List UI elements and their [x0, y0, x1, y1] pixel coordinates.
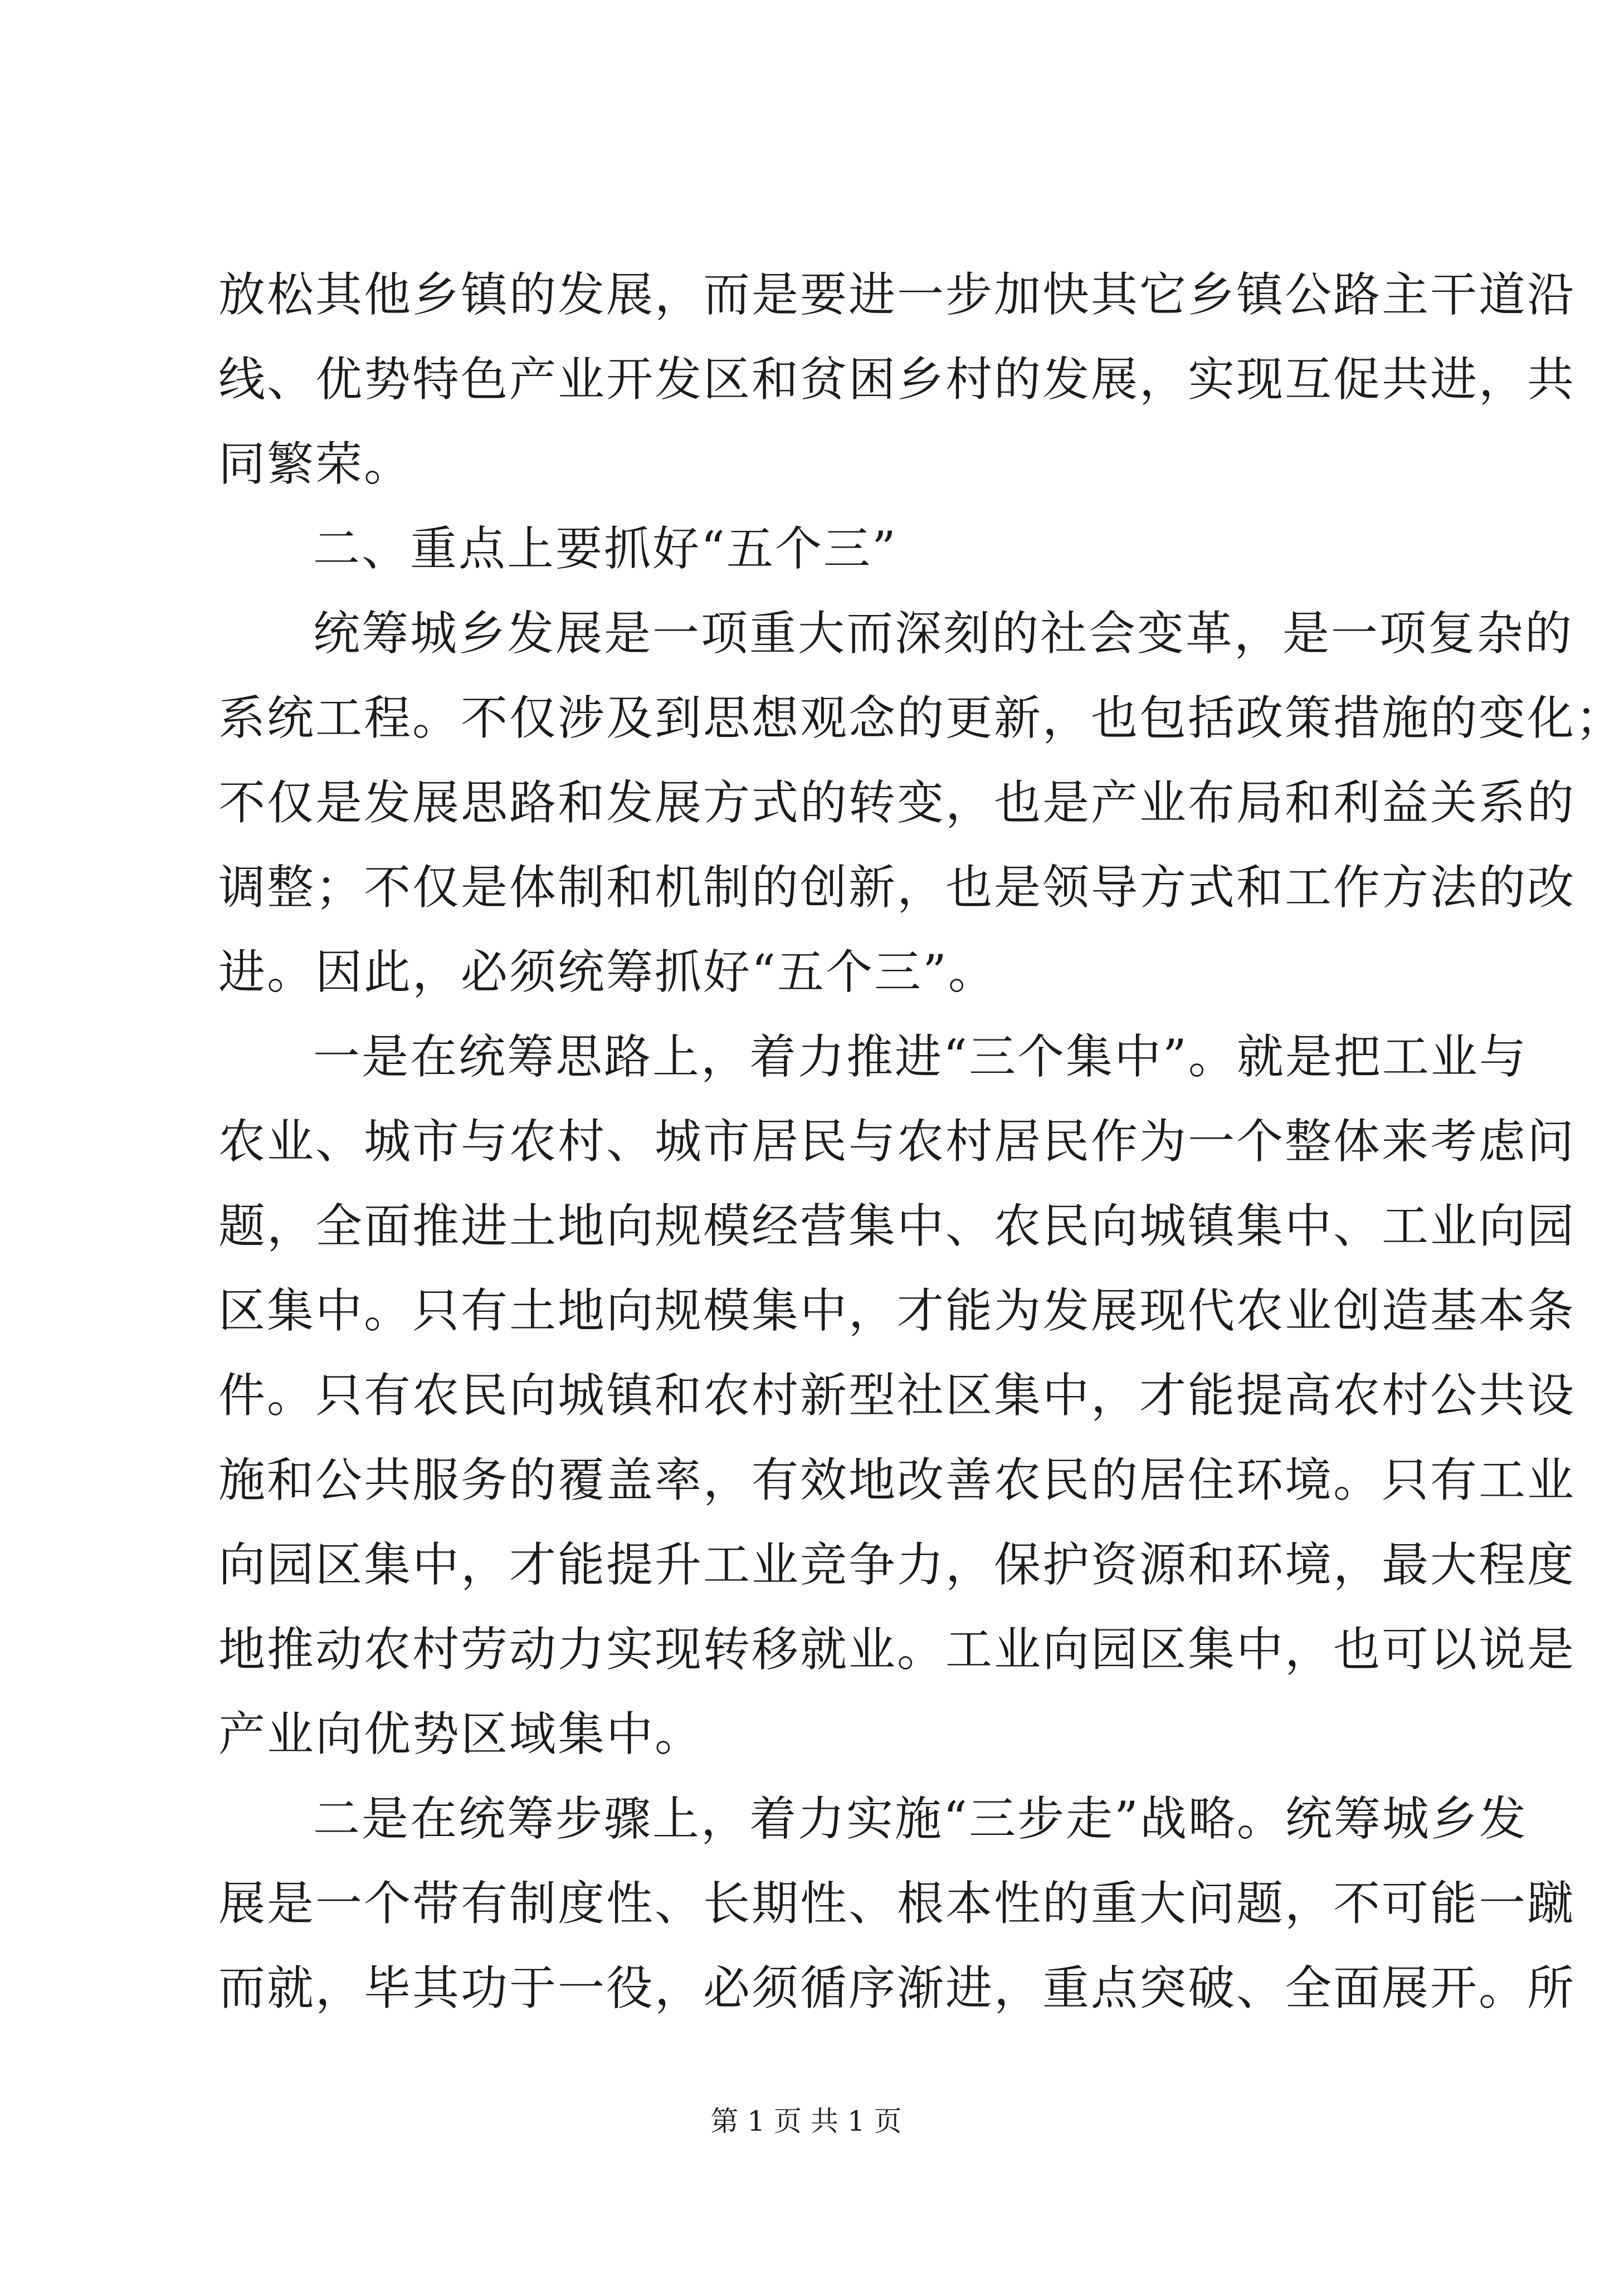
text-line: 展是一个带有制度性、长期性、根本性的重大问题，不可能一蹴: [218, 1876, 1576, 1931]
text-line: 产业向优势区域集中。: [218, 1707, 704, 1761]
text-line: 题，全面推进土地向规模经营集中、农民向城镇集中、工业向园: [218, 1199, 1576, 1253]
text-line: 进。因此，必须统筹抓好“五个三”。: [218, 945, 997, 999]
text-line: 向园区集中，才能提升工业竞争力，保护资源和环境，最大程度: [218, 1537, 1576, 1592]
text-line: 农业、城市与农村、城市居民与农村居民作为一个整体来考虑问: [218, 1114, 1576, 1169]
text-line: 放松其他乡镇的发展，而是要进一步加快其它乡镇公路主干道沿: [218, 267, 1576, 322]
text-line: 二是在统筹步骤上，着力实施“三步走”战略。统筹城乡发: [313, 1791, 1528, 1846]
text-line: 区集中。只有土地向规模集中，才能为发展现代农业创造基本条: [218, 1283, 1576, 1338]
section-heading: 二、重点上要抓好“五个三”: [313, 521, 898, 576]
text-line: 线、优势特色产业开发区和贫困乡村的发展，实现互促共进，共: [218, 352, 1576, 407]
document-body: [218, 267, 1624, 2049]
text-line: 地推动农村劳动力实现转移就业。工业向园区集中，也可以说是: [218, 1622, 1576, 1677]
text-line: 一是在统筹思路上，着力推进“三个集中”。就是把工业与: [313, 1029, 1528, 1084]
text-line: 同繁荣。: [218, 437, 413, 491]
text-line: 件。只有农民向城镇和农村新型社区集中，才能提高农村公共设: [218, 1368, 1576, 1423]
text-line: 而就，毕其功于一役，必须循序渐进，重点突破、全面展开。所: [218, 1961, 1576, 2015]
text-line: 调整；不仅是体制和机制的创新，也是领导方式和工作方法的改: [218, 860, 1576, 915]
text-line: 不仅是发展思路和发展方式的转变，也是产业布局和利益关系的: [218, 775, 1576, 830]
text-line: 统筹城乡发展是一项重大而深刻的社会变革，是一项复杂的: [313, 606, 1574, 661]
page-footer: 第 1 页 共 1 页: [710, 2105, 902, 2137]
text-line: 施和公共服务的覆盖率，有效地改善农民的居住环境。只有工业: [218, 1453, 1576, 1507]
text-line: 系统工程。不仅涉及到思想观念的更新，也包括政策措施的变化；: [218, 691, 1624, 745]
